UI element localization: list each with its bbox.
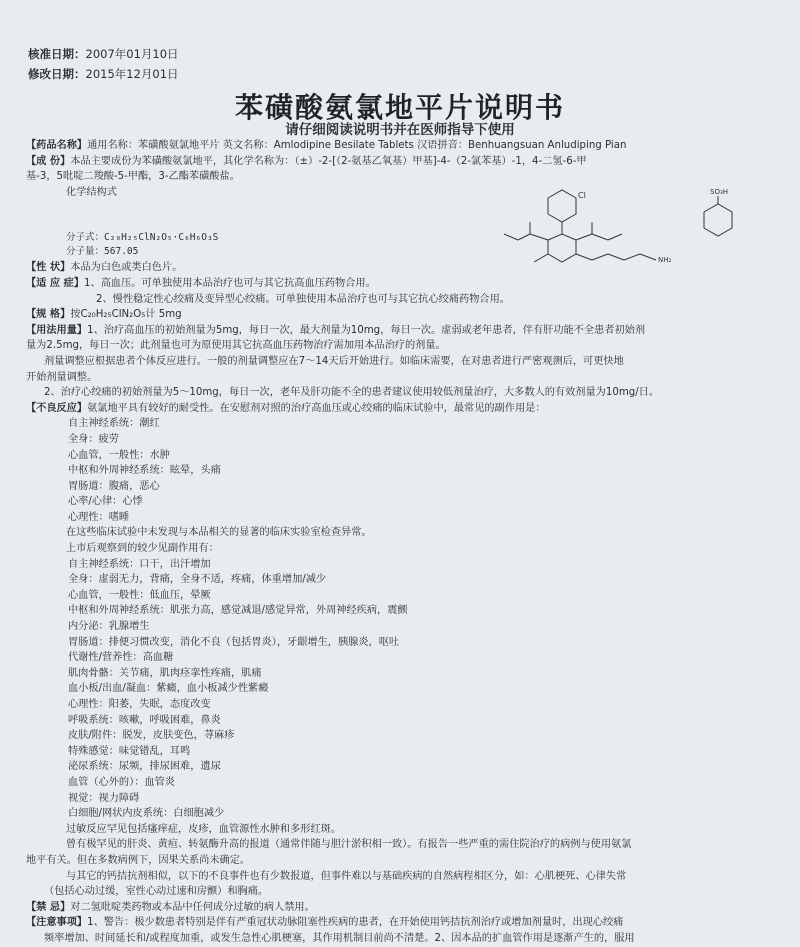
dosage-line-5: 2、治疗心绞痛的初始剂量为5～10mg，每日一次，老年及肝功能不全的患者建议使用较低剂量治疗，大多数人的有效剂量为10mg/日。 — [44, 387, 660, 399]
document-title: 苯磺酸氨氯地平片说明书 — [234, 91, 565, 124]
list-item: 自主神经系统：口干，出汗增加 — [68, 558, 211, 570]
indications-line-2: 2、慢性稳定性心绞痛及变异型心绞痛。可单独使用本品治疗也可与其它抗心绞痛药物合用。 — [96, 293, 510, 305]
dosage-line-2: 量为2.5mg，每日一次；此剂量也可为原使用其它抗高血压药物治疗需加用本品治疗的剂量。 — [26, 340, 446, 352]
list-item: 泌尿系统：尿频，排尿困难，遗尿 — [68, 761, 221, 773]
molecular-formula: 分子式：C₂₀H₂₅ClN₂O₅·C₆H₆O₃S — [66, 232, 219, 244]
list-item: 全身：疲劳 — [68, 433, 119, 445]
adverse-rare: 过敏反应罕见包括瘙痒症，皮疹，血管源性水肿和多形红斑。 — [66, 823, 342, 835]
list-item: 呼吸系统：咳嗽，呼吸困难，鼻炎 — [68, 714, 221, 726]
list-item: 心血管，一般性：低血压，晕厥 — [68, 589, 211, 601]
revision-date: 修改日期：2015年12月01日 — [28, 67, 179, 81]
section-properties: 【性 状】本品为白色或类白色片。 — [26, 262, 183, 274]
composition-line-2: 基-3，5吡啶二羧酸-5-甲酯，3-乙酯苯磺酸盐。 — [26, 171, 240, 183]
approval-date: 核准日期：2007年01月10日 — [28, 47, 179, 61]
section-composition: 【成 份】本品主要成份为苯磺酸氨氯地平，其化学名称为：（±）-2-[（2-氨基乙氧基）甲基]-4-（2-氯苯基）-1，4-二氢-6-甲 — [26, 155, 587, 167]
adverse-other-2: （包括心动过缓，室性心动过速和房颤）和胸痛。 — [44, 886, 269, 898]
structure-so3h-label: SO₃H — [710, 188, 729, 196]
structure-cl-label: Cl — [578, 191, 586, 200]
adverse-other-1: 与其它的钙拮抗剂相似，以下的不良事件也有少数报道，但事件难以与基础疾病的自然病程相区分，如：心肌梗死、心律失常 — [66, 870, 627, 882]
section-contraindications: 【禁 忌】对二氢吡啶类药物或本品中任何成分过敏的病人禁用。 — [26, 901, 315, 913]
document-subtitle: 请仔细阅读说明书并在医师指导下使用 — [285, 122, 515, 138]
list-item: 胃肠道：排便习惯改变，消化不良（包括胃炎），牙龈增生，胰腺炎，呕吐 — [68, 636, 400, 648]
molecular-weight: 分子量：567.05 — [66, 246, 139, 258]
insert-body — [26, 138, 778, 947]
list-item: 视觉：视力障碍 — [68, 792, 140, 804]
adverse-lab-note: 在这些临床试验中未发现与本品相关的显著的临床实验室检查异常。 — [66, 527, 372, 539]
section-spec: 【规 格】按C₂₀H₂₅ClN₂O₅计 5mg — [26, 309, 182, 321]
structure-nh2-label: NH₂ — [658, 256, 672, 264]
list-item: 胃肠道：腹痛，恶心 — [68, 480, 160, 492]
section-drug-name: 【药品名称】通用名称：苯磺酸氨氯地平片 英文名称：Amlodipine Besilate Tablets 汉语拼音：Benhuangsuan Anludiping Pian — [26, 140, 627, 151]
adverse-liver-1: 曾有极罕见的肝炎、黄疸、转氨酶升高的报道（通常伴随与胆汁淤积相一致）。有报告一些严重的需住院治疗的病例与使用氨氯 — [66, 839, 632, 851]
list-item: 肌肉骨骼：关节痛，肌肉痉挛性疼痛，肌痛 — [68, 667, 262, 679]
list-item: 皮肤/附件：脱发，皮肤变色，荨麻疹 — [68, 730, 235, 742]
dosage-line-3: 剂量调整应根据患者个体反应进行。一般的剂量调整应在7～14天后开始进行。如临床需要，在对患者进行严密观测后，可更快地 — [44, 355, 624, 367]
list-item: 心率/心律：心悸 — [68, 496, 143, 508]
list-item: 中枢和外周神经系统：肌张力高，感觉减退/感觉异常，外周神经疾病，震颤 — [68, 605, 408, 617]
adverse-post-heading: 上市后观察到的较少见副作用有： — [66, 543, 219, 555]
section-precautions: 【注意事项】1、警告：极少数患者特别是伴有严重冠状动脉阻塞性疾病的患者，在开始使用钙拮抗剂治疗或增加剂量时，出现心绞痛 — [26, 917, 624, 929]
list-item: 血小板/出血/凝血：紫癜，血小板减少性紫癜 — [68, 683, 269, 695]
section-dosage: 【用法用量】1、治疗高血压的初始剂量为5mg，每日一次，最大剂量为10mg，每日一次。虚弱或老年患者，伴有肝功能不全患者初始剂 — [26, 324, 646, 336]
list-item: 内分泌：乳腺增生 — [68, 621, 150, 633]
formula-block — [26, 200, 778, 260]
list-item: 心血管，一般性：水肿 — [68, 449, 170, 461]
date-block — [28, 44, 179, 84]
list-item: 代谢性/营养性：高血糖 — [68, 652, 174, 664]
adverse-common-list — [26, 416, 778, 525]
list-item: 自主神经系统：潮红 — [68, 418, 160, 430]
section-adverse: 【不良反应】氨氯地平具有较好的耐受性。在安慰剂对照的治疗高血压或心绞痛的临床试验中，最常见的副作用是： — [26, 402, 546, 414]
section-indications: 【适 应 症】1、高血压。可单独使用本品治疗也可与其它抗高血压药物合用。 — [26, 277, 376, 289]
list-item: 特殊感觉：味觉错乱，耳鸣 — [68, 745, 191, 757]
structure-label: 化学结构式 — [66, 186, 117, 198]
adverse-liver-2: 地平有关。但在多数病例下，因果关系尚未确定。 — [26, 854, 251, 866]
list-item: 心理性：阳萎，失眠，态度改变 — [68, 699, 211, 710]
list-item: 全身：虚弱无力，背痛，全身不适，疼痛，体重增加/减少 — [68, 574, 327, 586]
list-item: 中枢和外周神经系统：眩晕，头痛 — [68, 465, 221, 477]
adverse-post-list — [26, 557, 778, 822]
list-item: 心理性：嗜睡 — [68, 511, 130, 523]
precautions-line-2: 频率增加、时间延长和/或程度加重，或发生急性心肌梗塞，其作用机制目前尚不清楚。2、因本品的扩血管作用是逐渐产生的，服用 — [44, 932, 635, 944]
list-item: 白细胞/网状内皮系统：白细胞减少 — [68, 808, 225, 820]
list-item: 血管（心外的）：血管炎 — [68, 776, 175, 788]
dosage-line-4: 开始剂量调整。 — [26, 371, 98, 383]
